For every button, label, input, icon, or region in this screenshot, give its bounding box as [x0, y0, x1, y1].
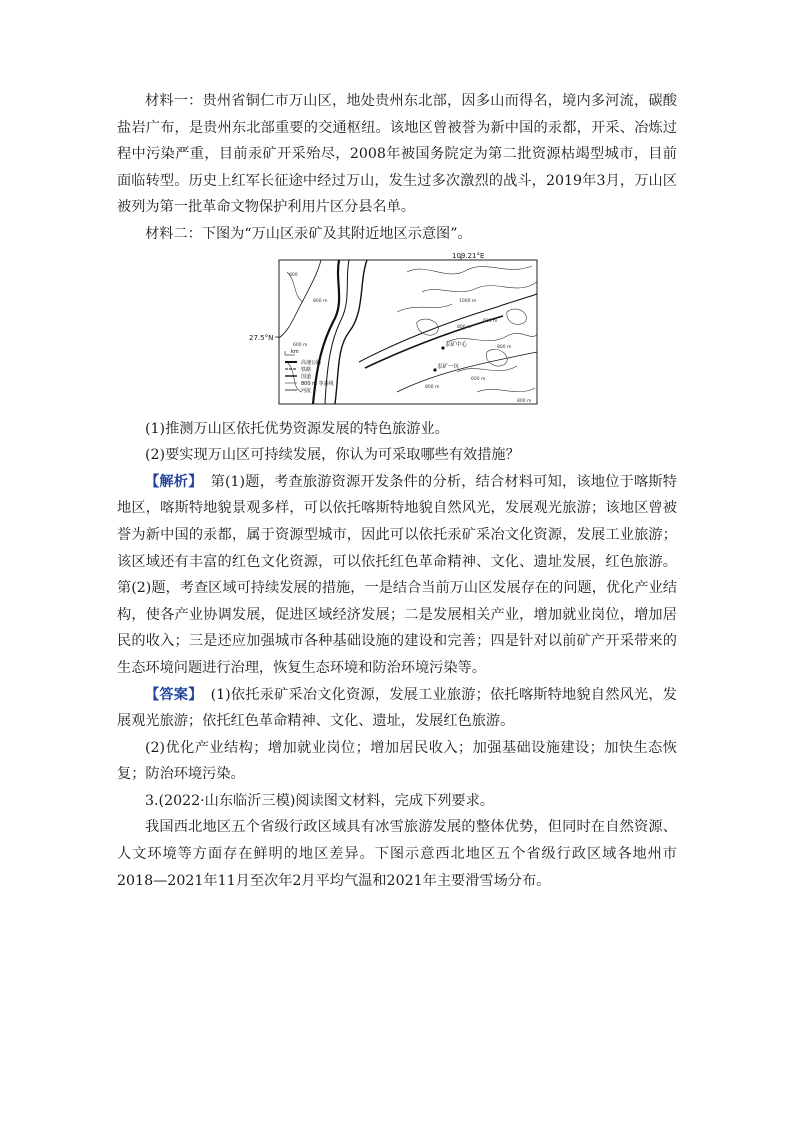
svg-text:800 m: 800 m: [457, 324, 472, 330]
material-two: 材料二：下图为“万山区汞矿及其附近地区示意图”。: [145, 225, 472, 242]
question-3-heading: 3.(2022·山东临沂三模)阅读图文材料，完成下列要求。: [145, 792, 494, 809]
svg-text:800 m 等高线: 800 m 等高线: [301, 380, 334, 387]
answer-paragraph-1: [117, 682, 677, 735]
svg-text:800 m: 800 m: [497, 344, 512, 350]
answer-text-1: (1)依托汞矿采冶文化资源，发展工业旅游；依托喀斯特地貌自然风光，发展观光旅游；依托红色革命精神、文化、遗址，发展红色旅游。: [117, 686, 677, 730]
answer-tag: 【答案】: [145, 686, 203, 703]
svg-text:600 m: 600 m: [293, 342, 308, 348]
svg-text:铁路: 铁路: [301, 366, 312, 373]
place-mercury-center: 汞矿中心: [445, 341, 468, 348]
material-one: 材料一：贵州省铜仁市万山区，地处贵州东北部，因多山而得名，境内多河流，碳酸盐岩广布，是贵州东北部重要的交通枢纽。该地区曾被誉为新中国的汞都，开采、冶炼过程中污染严重，目前汞矿开采殆尽，2008年被国务院定为第二批资源枯竭型城市，目前面临转型。历史上红军长征途中经过万山，发生过多次激烈的战斗，2019年3月，万山区被列为第一批革命文物保护利用片区分县名单。: [117, 93, 677, 216]
svg-text:600 m: 600 m: [483, 318, 498, 324]
wanshan-map-figure: [117, 252, 677, 412]
svg-text:800 m: 800 m: [425, 384, 440, 390]
latitude-label: 27.5°N: [249, 333, 274, 342]
document-page: [117, 88, 677, 894]
svg-text:高速公路: 高速公路: [301, 359, 322, 366]
analysis-paragraph: [117, 469, 677, 682]
wanshan-map: [247, 252, 547, 410]
analysis-tag: 【解析】: [145, 473, 203, 490]
svg-text:国道: 国道: [301, 373, 312, 380]
answer-paragraph-2: (2)优化产业结构；增加就业岗位；增加居民收入；加强基础设施建设；加快生态恢复；防治环境污染。: [117, 739, 677, 783]
question-2: (2)要实现万山区可持续发展，你认为可采取哪些有效措施？: [145, 447, 520, 464]
svg-text:800: 800: [289, 272, 298, 278]
question-3-text: 我国西北地区五个省级行政区域具有冰雪旅游发展的整体优势，但同时在自然资源、人文环境等方面存在鲜明的地区差异。下图示意西北地区五个省级行政区域各地州市2018—2021年11月至次年2月平均气温和2021年主要滑雪场分布。: [117, 819, 677, 889]
svg-text:1000 m: 1000 m: [459, 298, 477, 304]
svg-text:km: km: [291, 348, 299, 355]
longitude-label: 109.21°E: [452, 251, 485, 260]
analysis-text: 第(1)题，考查旅游资源开发条件的分析，结合材料可知，该地位于喀斯特地区，喀斯特地貌景观多样，可以依托喀斯特地貌自然风光，发展观光旅游；该地区曾被誉为新中国的汞都，属于资源型城市，因此可以依托汞矿采冶文化资源，发展工业旅游；该区域还有丰富的红色文化资源，可以依托红色革命精神、文化、遗址发展，红色旅游。第(2)题，考查区域可持续发展的措施，一是结合当前万山区发展存在的问题，优化产业结构，使各产业协调发展，促进区域经济发展；二是发展相关产业，增加就业岗位，增加居民的收入；三是还应加强城市各种基础设施的建设和完善；四是针对以前矿产开采带来的生态环境问题进行治理，恢复生态环境和防治环境污染等。: [117, 473, 677, 676]
place-mercury-pit: 汞矿一坑: [437, 363, 460, 370]
svg-text:河流: 河流: [301, 387, 312, 394]
svg-text:600 m: 600 m: [471, 376, 486, 382]
svg-text:800 m: 800 m: [313, 298, 328, 304]
question-1: (1)推测万山区依托优势资源发展的特色旅游业。: [145, 420, 449, 437]
svg-text:800 m: 800 m: [517, 398, 532, 404]
